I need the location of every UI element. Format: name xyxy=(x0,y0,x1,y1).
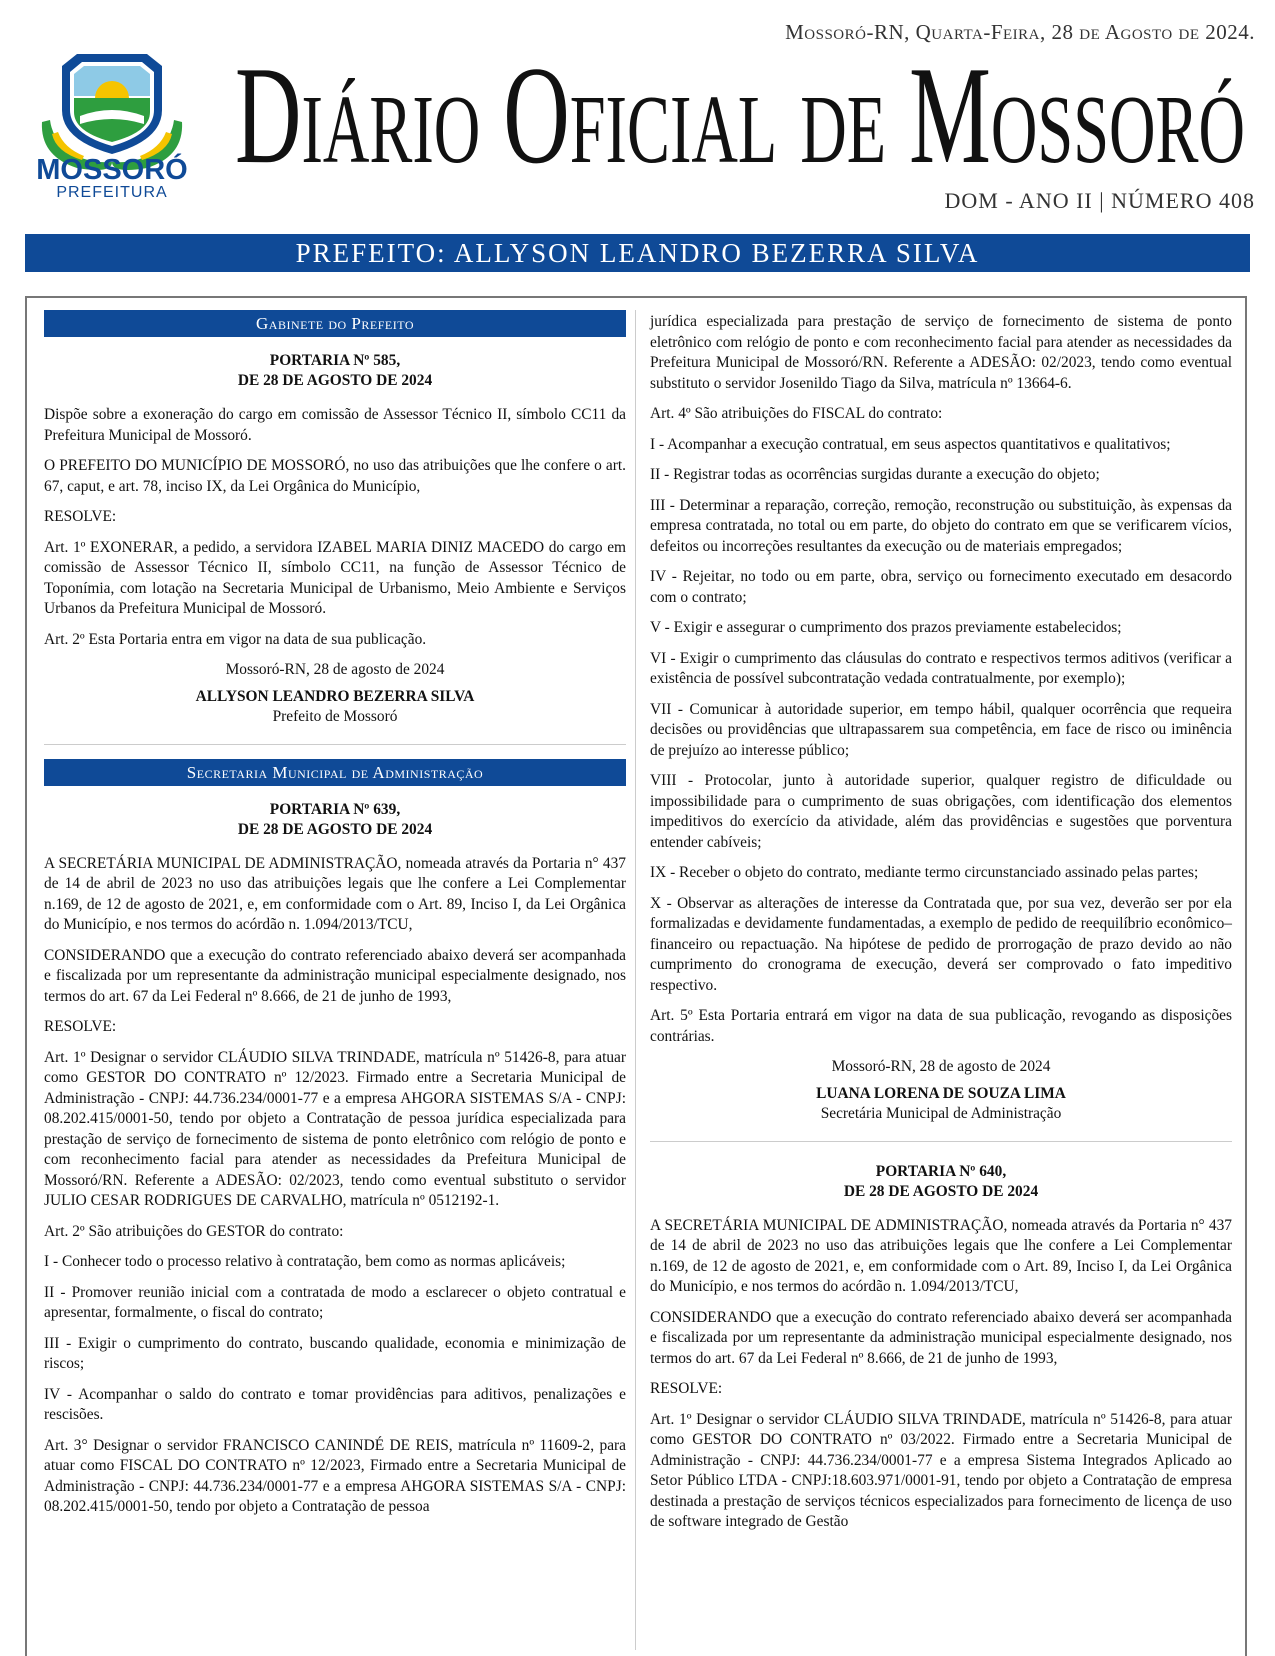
portaria-639-title: PORTARIA Nº 639, DE 28 DE AGOSTO DE 2024 xyxy=(237,800,433,838)
logo-sub: PREFEITURA xyxy=(56,184,168,201)
paragraph: RESOLVE: xyxy=(44,1018,117,1035)
paragraph: I - Acompanhar a execução contratual, em seus aspectos quantitativos e qualitativos; xyxy=(650,435,1171,453)
paragraph: O PREFEITO DO MUNICÍPIO DE MOSSORÓ, no uso das atribuições que lhe confere o art. 67, caput, e art. 78, inciso IX, da Lei Orgânica do Município, xyxy=(44,457,626,495)
paragraph: IV - Acompanhar o saldo do contrato e tomar providências para aditivos, penalizações e rescisões. xyxy=(44,1385,626,1423)
paragraph: Art. 2º São atribuições do GESTOR do contrato: xyxy=(44,1222,344,1240)
paragraph: II - Registrar todas as ocorrências surgidas durante a execução do objeto; xyxy=(650,466,1100,483)
left-column xyxy=(44,310,626,1528)
divider xyxy=(650,1141,1232,1142)
paragraph: I - Conhecer todo o processo relativo à contratação, bem como as normas aplicáveis; xyxy=(44,1253,566,1270)
paragraph: Art. 5º Esta Portaria entrará em vigor na data de sua publicação, revogando as disposições contrárias. xyxy=(650,1007,1232,1045)
paragraph: Art. 4º São atribuições do FISCAL do contrato: xyxy=(650,405,943,422)
paragraph: VII - Comunicar à autoridade superior, em tempo hábil, qualquer ocorrência que requeira decisões ou providências que ultrapassarem sua competência, em face de risco ou iminência de prejuízo ao interesse público; xyxy=(650,700,1232,759)
right-column xyxy=(650,312,1232,1543)
paragraph: III - Exigir o cumprimento do contrato, buscando qualidade, economia e minimização de riscos; xyxy=(44,1334,626,1372)
portaria-585-title: PORTARIA Nº 585, DE 28 DE AGOSTO DE 2024 xyxy=(237,352,433,389)
signatory-name: LUANA LORENA DE SOUZA LIMA xyxy=(816,1084,1066,1102)
paragraph: Dispõe sobre a exoneração do cargo em comissão de Assessor Técnico II, símbolo CC11 da Prefeitura Municipal de Mossoró. xyxy=(44,406,626,444)
paragraph: V - Exigir e assegurar o cumprimento dos prazos previamente estabelecidos; xyxy=(650,619,1122,636)
portaria-640-title: PORTARIA Nº 640, DE 28 DE AGOSTO DE 2024 xyxy=(843,1162,1039,1200)
paragraph: IX - Receber o objeto do contrato, mediante termo circunstanciado assinado pelas partes; xyxy=(650,864,1199,881)
paragraph: RESOLVE: xyxy=(44,508,117,525)
place-date: Mossoró-RN, 28 de agosto de 2024 xyxy=(831,1058,1051,1075)
paragraph: jurídica especializada para prestação de serviço de fornecimento de sistema de ponto eletrônico com relógio de ponto e com reconhecimento facial para atender as necessidades da Prefeitura Municipal de Mossoró/RN. Referente a ADESÃO: 02/2023, tendo como eventual substituto o servidor Josenildo Tiago da Silva, matrícula nº 13664-6. xyxy=(650,313,1232,392)
signatory-role: Secretária Municipal de Administração xyxy=(820,1105,1062,1122)
paragraph: IV - Rejeitar, no todo ou em parte, obra, serviço ou fornecimento executado em desacordo com o contrato; xyxy=(650,568,1232,606)
masthead xyxy=(235,40,1255,190)
section-gabinete: Gabinete do Prefeito xyxy=(44,310,626,337)
signatory-name: ALLYSON LEANDRO BEZERRA SILVA xyxy=(195,687,475,705)
paragraph: VIII - Protocolar, junto à autoridade superior, qualquer registro de dificuldade ou impossibilidade para o cumprimento de suas obrigações, com identificação dos elementos impeditivos do exercício da atividade, além das providências e sugestões que porventura entender cabíveis; xyxy=(650,772,1232,851)
paragraph: III - Determinar a reparação, correção, remoção, reconstrução ou substituição, às expensas da empresa contratada, no total ou em parte, do objeto do contrato em que se verificarem vícios, defeitos ou incorreções resultantes da execução ou de materiais empregados; xyxy=(650,496,1232,555)
logo-text: MOSSORÓ xyxy=(36,154,188,186)
mayor-banner: PREFEITO: ALLYSON LEANDRO BEZERRA SILVA xyxy=(25,234,1250,272)
paragraph: RESOLVE: xyxy=(650,1380,723,1397)
paragraph: Art. 3° Designar o servidor FRANCISCO CANINDÉ DE REIS, matrícula nº 11609-2, para atuar como FISCAL DO CONTRATO nº 12/2023, Firmado entre a Secretaria Municipal de Administração - CNPJ: 44.736.234/0001-77 e a empresa AHGORA SISTEMAS S/A - CNPJ: 08.202.415/0001-50, tendo por objeto a Contratação de pessoa xyxy=(44,1436,626,1515)
paragraph: Art. 1º Designar o servidor CLÁUDIO SILVA TRINDADE, matrícula nº 51426-8, para atuar como GESTOR DO CONTRATO nº 03/2022. Firmado entre a Secretaria Municipal de Administração - CNPJ: 44.736.234/0001-77 e a empresa Sistema Integrados Aplicado ao Setor Público LTDA - CNPJ:18.603.971/0001-91, tendo por objeto a Contratação de empresa destinada a prestação de serviços técnicos especializados para fornecimento de licença de uso de software integrado de Gestão xyxy=(650,1410,1232,1530)
place-date: Mossoró-RN, 28 de agosto de 2024 xyxy=(225,661,445,678)
section-administracao: Secretaria Municipal de Administração xyxy=(44,759,626,786)
paragraph: Art. 1º EXONERAR, a pedido, a servidora IZABEL MARIA DINIZ MACEDO do cargo em comissão de Assessor Técnico II, símbolo CC11, na função de Assessor Técnico de Toponímia, com lotação na Secretaria Municipal de Urbanismo, Meio Ambiente e Serviços Urbanos da Prefeitura Municipal de Mossoró. xyxy=(44,538,626,617)
paragraph: VI - Exigir o cumprimento das cláusulas do contrato e respectivos termos aditivos (verificar a existência de possível subcontratação vedada contratualmente, por exemplo); xyxy=(650,649,1232,687)
paragraph: Art. 1º Designar o servidor CLÁUDIO SILVA TRINDADE, matrícula nº 51426-8, para atuar como GESTOR DO CONTRATO nº 12/2023. Firmado entre a Secretaria Municipal de Administração - CNPJ: 44.736.234/0001-77 e a empresa AHGORA SISTEMAS S/A - CNPJ: 08.202.415/0001-50, tendo por objeto a Contratação de pessoa jurídica especializada para prestação de serviço de fornecimento de sistema de ponto eletrônico com relógio de ponto e com reconhecimento facial para atender as necessidades da Prefeitura Municipal de Mossoró/RN. Referente a ADESÃO: 02/2023, tendo como eventual substituto o servidor JULIO CESAR RODRIGUES DE CARVALHO, matrícula nº 0512192-1. xyxy=(44,1048,626,1209)
paragraph: A SECRETÁRIA MUNICIPAL DE ADMINISTRAÇÃO, nomeada através da Portaria n° 437 de 14 de abril de 2023 no uso das atribuições legais que lhe confere a Lei Complementar n.169, de 12 de agosto de 2021, e, em conformidade com o Art. 89, Inciso I, da Lei Orgânica do Município, e nos termos do acórdão n. 1.094/2013/TCU, xyxy=(44,854,626,933)
divider xyxy=(44,744,626,745)
paragraph: A SECRETÁRIA MUNICIPAL DE ADMINISTRAÇÃO, nomeada através da Portaria n° 437 de 14 de abril de 2023 no uso das atribuições legais que lhe confere a Lei Complementar n.169, de 12 de agosto de 2021, e, em conformidade com o Art. 89, Inciso I, da Lei Orgânica do Município, e nos termos do acórdão n. 1.094/2013/TCU, xyxy=(650,1216,1232,1295)
signatory-role: Prefeito de Mossoró xyxy=(272,708,398,725)
dateline: Mossoró-RN, Quarta-Feira, 28 de Agosto de 2024. xyxy=(785,20,1255,44)
paragraph: CONSIDERANDO que a execução do contrato referenciado abaixo deverá ser acompanhada e fiscalizada por um representante da administração municipal especialmente designado, nos termos do art. 67 da Lei Federal nº 8.666, de 21 de junho de 1993, xyxy=(650,1308,1232,1367)
paragraph: CONSIDERANDO que a execução do contrato referenciado abaixo deverá ser acompanhada e fiscalizada por um representante da administração municipal especialmente designado, nos termos do art. 67 da Lei Federal nº 8.666, de 21 de junho de 1993, xyxy=(44,946,626,1005)
mossoro-logo xyxy=(22,52,202,202)
paragraph: Art. 2º Esta Portaria entra em vigor na data de sua publicação. xyxy=(44,630,427,648)
paragraph: II - Promover reunião inicial com a contratada de modo a esclarecer o objeto contratual e apresentar, formalmente, o fiscal do contrato; xyxy=(44,1283,626,1321)
edition-number: DOM - ANO II | NÚMERO 408 xyxy=(944,188,1255,213)
column-divider xyxy=(635,310,636,1650)
paragraph: X - Observar as alterações de interesse da Contratada que, por sua vez, deverão ser por ela formalizadas e devidamente fundamentadas, a exemplo de pedido de reequilíbrio econômico–financeiro ou repactuação. Na hipótese de pedido de prorrogação de prazo devido ao não cumprimento do cronograma de execução, deverá ser comprovado o fato impeditivo respectivo. xyxy=(650,894,1232,994)
svg-text:Diário Oficial de Mossoró: Diário Oficial de Mossoró xyxy=(235,40,1245,190)
